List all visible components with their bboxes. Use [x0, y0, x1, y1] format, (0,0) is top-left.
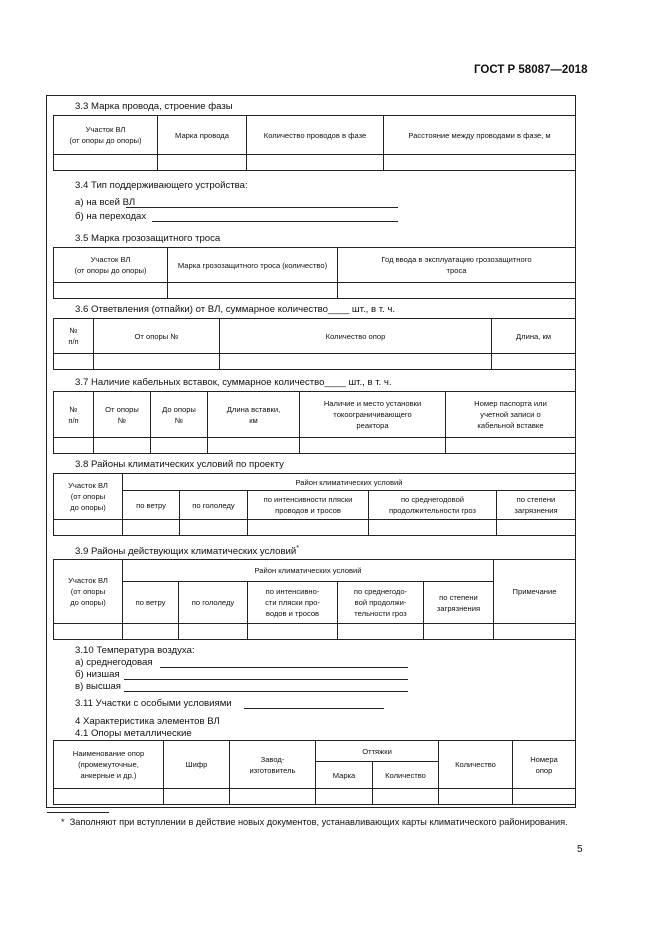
col-header: по среднегодо- вой продолжи- тельности гроз [338, 582, 424, 624]
table-row [54, 520, 576, 536]
col-header: От опоры № [94, 392, 151, 438]
col-header: № п/п [54, 392, 94, 438]
table-metal-poles [53, 740, 576, 805]
section-3-3-title: 3.3 Марка провода, строение фазы [75, 101, 233, 112]
col-header: № п/п [54, 319, 94, 354]
col-header: Расстояние между проводами в фазе, м [384, 116, 576, 155]
field-min-temp[interactable] [124, 679, 408, 680]
label-crossings: б) на переходах [75, 211, 147, 222]
table-climate-project [53, 473, 576, 536]
table-wire-brand [53, 115, 576, 171]
section-4-title: 4 Характеристика элементов ВЛ [75, 716, 220, 727]
col-header: Номер паспорта или учетной записи о кабельной вставке [446, 392, 576, 438]
section-3-9-title: 3.9 Районы действующих климатических условий* [75, 545, 300, 558]
field-special-sections[interactable] [244, 708, 384, 709]
standard-header: ГОСТ Р 58087—2018 [474, 64, 588, 76]
section-3-7-title: 3.7 Наличие кабельных вставок, суммарное количество____ шт., в т. ч. [75, 377, 392, 388]
col-header: по интенсивно- сти пляски про- водов и тросов [248, 582, 338, 624]
col-header: по гололеду [180, 491, 248, 520]
field-max-temp[interactable] [124, 691, 408, 692]
col-header: Марка провода [158, 116, 247, 155]
group-header: Оттяжки [316, 741, 439, 762]
section-3-11-title: 3.11 Участки с особыми условиями [75, 698, 232, 709]
table-row [54, 283, 576, 299]
col-header: по гололеду [179, 582, 248, 624]
col-header: Длина, км [492, 319, 576, 354]
footnote-text: Заполняют при вступлении в действие новых документов, устанавливающих карты климатического районирования. [69, 817, 568, 827]
col-header: Количество проводов в фазе [247, 116, 384, 155]
col-header: по ветру [123, 491, 180, 520]
section-3-4-title: 3.4 Тип поддерживающего устройства: [75, 180, 248, 191]
col-header: Количество [373, 762, 439, 789]
col-header: Завод- изготовитель [230, 741, 316, 789]
col-header-note: Примечание [494, 560, 576, 624]
table-climate-actual [53, 559, 576, 640]
col-header: Наличие и место установки токоограничивающего реактора [300, 392, 446, 438]
section-3-10-title: 3.10 Температура воздуха: [75, 645, 195, 656]
col-header: по степени загрязнения [424, 582, 494, 624]
col-header: Участок ВЛ (от опоры до опоры) [54, 474, 123, 520]
group-header: Район климатических условий [123, 474, 576, 491]
footnote-mark: * [61, 817, 65, 827]
col-header: Шифр [164, 741, 230, 789]
col-header: Количество опор [220, 319, 492, 354]
table-branches [53, 318, 576, 370]
section-3-8-title: 3.8 Районы климатических условий по проекту [75, 459, 284, 470]
table-row [54, 624, 576, 640]
table-row [54, 354, 576, 370]
table-row [54, 789, 576, 805]
col-header: по ветру [123, 582, 179, 624]
field-mean-temp[interactable] [160, 667, 408, 668]
table-row [54, 438, 576, 454]
col-header: по среднегодовой продолжительности гроз [369, 491, 497, 520]
field-crossings[interactable] [152, 221, 398, 222]
col-header: Участок ВЛ (от опоры до опоры) [54, 116, 158, 155]
footnote-separator [47, 812, 109, 813]
label-mean-temp: а) среднегодовая [75, 657, 153, 668]
table-cable-inserts [53, 391, 576, 454]
col-header: Участок ВЛ (от опоры до опоры) [54, 248, 168, 283]
section-4-1-title: 4.1 Опоры металлические [75, 728, 192, 739]
field-all-line[interactable] [126, 207, 398, 208]
label-all-line: а) на всей ВЛ [75, 197, 136, 208]
footnote-mark: * [296, 545, 300, 552]
col-header: Длина вставки, км [208, 392, 300, 438]
col-header: Год ввода в эксплуатацию грозозащитного троса [338, 248, 576, 283]
col-header: От опоры № [94, 319, 220, 354]
footnote [47, 815, 583, 829]
col-header: по степени загрязнения [497, 491, 576, 520]
table-row [54, 155, 576, 171]
col-header: Участок ВЛ (от опоры до опоры) [54, 560, 123, 624]
page-number: 5 [577, 844, 583, 855]
table-ground-wire [53, 247, 576, 299]
col-header: Наименование опор (промежуточные, анкерные и др.) [54, 741, 164, 789]
label-min-temp: б) низшая [75, 669, 120, 680]
group-header: Район климатических условий [123, 560, 494, 582]
col-header: Номера опор [513, 741, 576, 789]
section-3-6-title: 3.6 Ответвления (отпайки) от ВЛ, суммарное количество____ шт., в т. ч. [75, 304, 396, 315]
col-header: Марка [316, 762, 373, 789]
col-header: по интенсивности пляски проводов и тросов [248, 491, 369, 520]
col-header: До опоры № [151, 392, 208, 438]
col-header: Количество [439, 741, 513, 789]
section-3-5-title: 3.5 Марка грозозащитного троса [75, 233, 221, 244]
label-max-temp: в) высшая [75, 681, 121, 692]
col-header: Марка грозозащитного троса (количество) [168, 248, 338, 283]
